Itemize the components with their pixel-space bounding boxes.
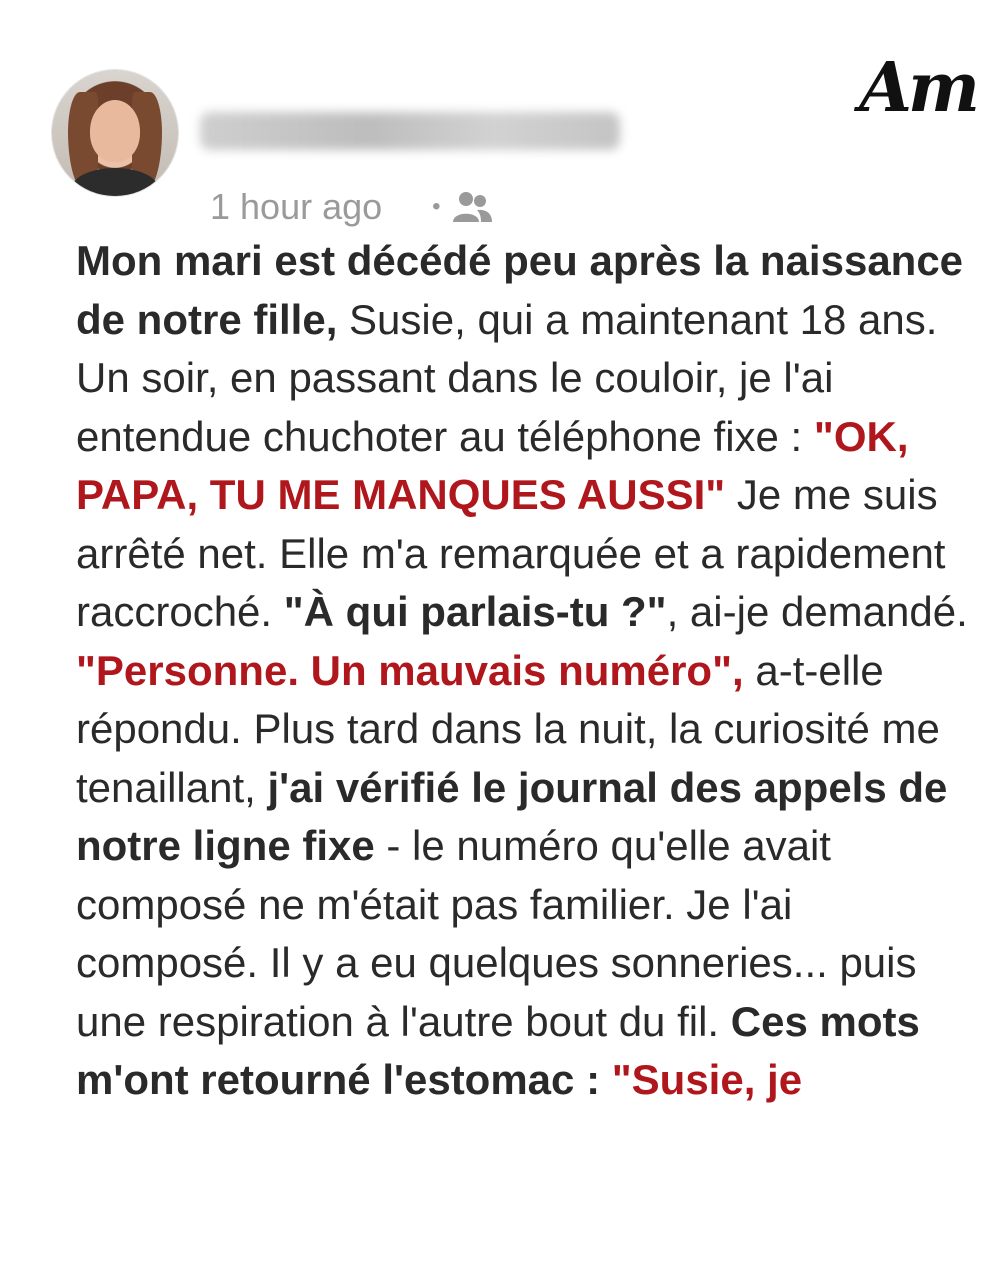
timestamp[interactable]: 1 hour ago [210,186,383,227]
post-segment-bold: Mon mari est décédé peu après la naissance de notre fille, [76,237,964,343]
post-segment-red: "Personne. Un mauvais numéro", [76,646,744,694]
username-blurred[interactable] [200,112,620,150]
post-segment-normal: a-t-elle répondu. Plus tard dans la nuit, la curiosité me tenaillant, [76,646,940,811]
post-segment-bold: "À qui parlais-tu ?" [283,588,667,635]
post-segment-normal [600,1056,612,1103]
post-meta [210,186,493,228]
separator-dot: • [432,193,441,220]
post-segment-normal: Susie, qui a maintenant 18 ans. Un soir, en passant dans le couloir, je l'ai entendue chuchoter au téléphone fixe : [76,295,938,460]
friends-icon[interactable] [451,190,493,224]
post-segment-bold: Ces mots m'ont retourné l'estomac : [76,997,920,1103]
post-segment-normal: - le numéro qu'elle avait composé ne m'était pas familier. Je l'ai composé. Il y a eu quelques sonneries... puis une respiration à l'autre bout du fil. [76,822,917,1045]
avatar[interactable] [52,70,178,196]
post-body [76,232,976,1110]
post-text [76,232,976,1110]
post-segment-red: "OK, PAPA, TU ME MANQUES AUSSI" [76,412,909,518]
post-segment-normal: Je me suis arrêté net. Elle m'a remarquée et a rapidement raccroché. [76,471,946,635]
post-segment-bold: j'ai vérifié le journal des appels de notre ligne fixe [76,763,948,869]
amomama-logo: Am [859,48,976,128]
post-segment-normal: , ai-je demandé. [666,588,968,635]
post-segment-red: "Susie, je [611,1056,803,1103]
